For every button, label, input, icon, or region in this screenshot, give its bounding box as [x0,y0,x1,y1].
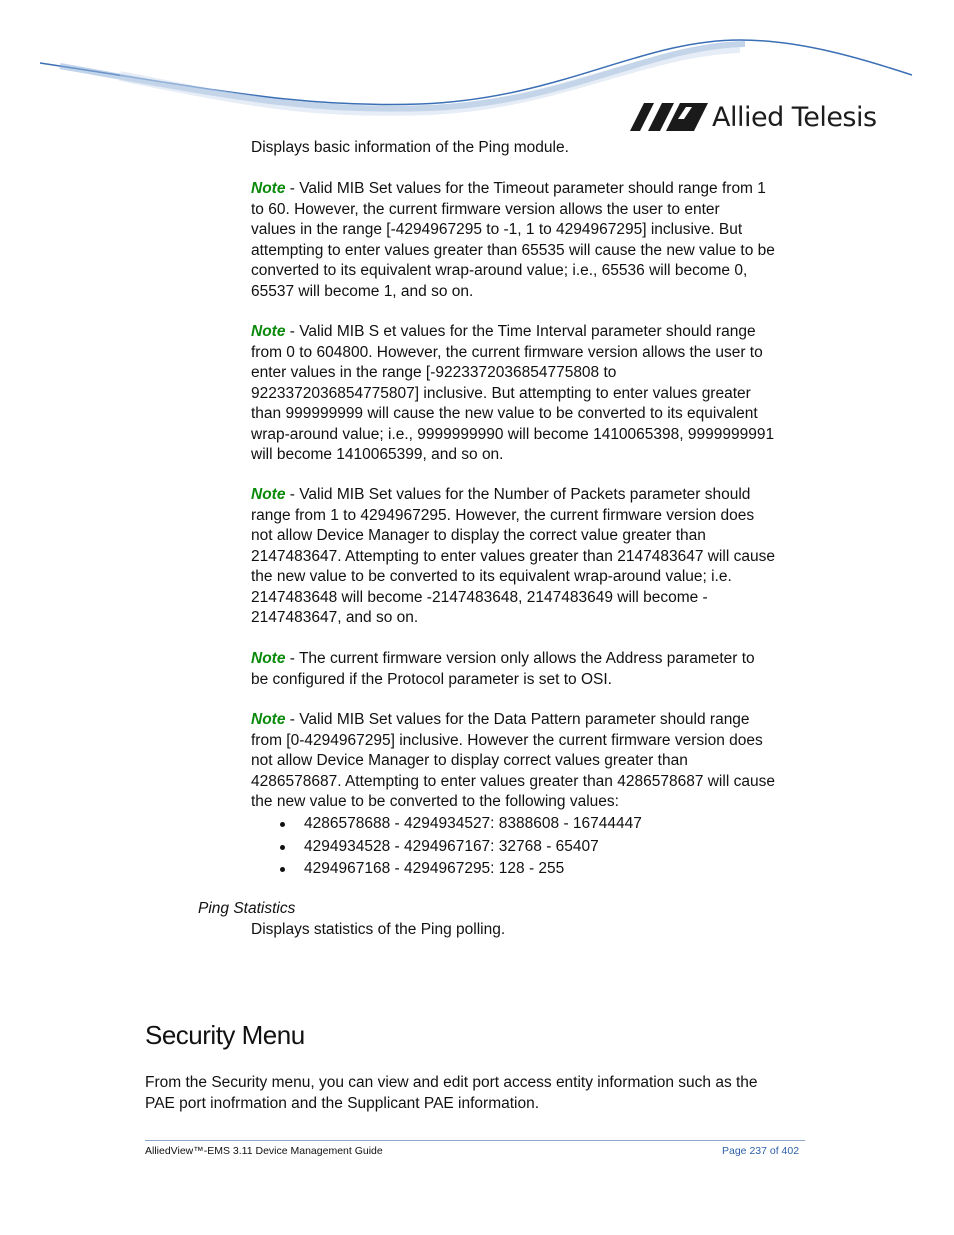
footer-document-title: AlliedView™-EMS 3.11 Device Management Guide [145,1145,383,1157]
note-line: - Valid MIB Set values for the Data Pattern parameter should range [289,711,750,728]
paragraph-line: PAE port inofrmation and the Supplicant PAE information. [145,1095,540,1112]
note-line: values in the range [-4294967295 to -1, 1 to 4294967295] inclusive. But [251,221,743,238]
note-label: Note [251,323,286,340]
note-line: - Valid MIB Set values for the Timeout parameter should range from 1 [289,180,766,197]
list-item: 4294934528 - 4294967167: 32768 - 65407 [270,837,642,860]
note-line: not allow Device Manager to display correct values greater than [251,752,688,769]
note-label: Note [251,486,286,503]
note-line: than 999999999 will cause the new value to be converted to its equivalent [251,405,758,422]
footer-divider [145,1140,805,1141]
footer-page-number: Page 237 of 402 [722,1145,800,1157]
company-logo [630,100,877,134]
note-line: 9223372036854775807] inclusive. But attempting to enter values greater [251,384,751,402]
brand-name: Allied Telesis [712,101,877,133]
note-line: - Valid MIB Set values for the Number of Packets parameter should [289,486,751,503]
ping-module-description: Displays basic information of the Ping module. [251,139,569,156]
note-line: attempting to enter values greater than 65535 will cause the new value to be [251,241,775,259]
value-mapping-list [270,814,642,882]
section-title: Security Menu [145,1020,305,1050]
note-line: - The current firmware version only allows the Address parameter to [289,650,755,667]
note-line: from 0 to 604800. However, the current firmware version allows the user to [251,343,763,361]
security-menu-description [145,1072,815,1114]
note-time-interval [251,322,811,466]
note-line: wrap-around value; i.e., 9999999990 will become 1410065398, 9999999991 [251,425,775,443]
note-line: to 60. However, the current firmware version allows the user to enter [251,200,720,218]
note-line: 2147483647, and so on. [251,609,419,626]
note-line: 2147483647. Attempting to enter values greater than 2147483647 will cause [251,547,775,565]
note-line: 65537 will become 1, and so on. [251,282,474,300]
note-line: 4286578687. Attempting to enter values greater than 4286578687 will cause [251,772,775,790]
paragraph-line: From the Security menu, you can view and edit port access entity information such as the [145,1074,758,1091]
note-data-pattern [251,710,811,813]
note-address [251,649,811,690]
note-timeout [251,179,811,302]
note-line: will become 1410065399, and so on. [251,446,504,463]
note-line: enter values in the range [-9223372036854775808 to [251,364,617,381]
note-label: Note [251,650,286,667]
note-line: the new value to be converted to its equivalent wrap-around value; i.e. [251,568,732,585]
ping-statistics-heading: Ping Statistics [198,900,296,917]
list-item: 4294967168 - 4294967295: 128 - 255 [270,859,642,882]
note-line: not allow Device Manager to display the correct value greater than [251,527,706,544]
note-label: Note [251,711,286,728]
note-number-of-packets [251,485,811,629]
note-line: from [0-4294967295] inclusive. However the current firmware version does [251,731,763,749]
note-line: range from 1 to 4294967295. However, the current firmware version does [251,506,755,524]
allied-telesis-logo-mark-icon [630,103,708,131]
note-line: be configured if the Protocol parameter is set to OSI. [251,670,612,688]
note-line: - Valid MIB S et values for the Time Interval parameter should range [289,323,756,340]
note-line: the new value to be converted to the following values: [251,793,619,810]
note-line: converted to its equivalent wrap-around value; i.e., 65536 will become 0, [251,262,748,279]
note-line: 2147483648 will become -2147483648, 2147483649 will become - [251,588,708,606]
note-label: Note [251,180,286,197]
list-item: 4286578688 - 4294934527: 8388608 - 16744447 [270,814,642,837]
ping-statistics-description: Displays statistics of the Ping polling. [251,921,506,938]
